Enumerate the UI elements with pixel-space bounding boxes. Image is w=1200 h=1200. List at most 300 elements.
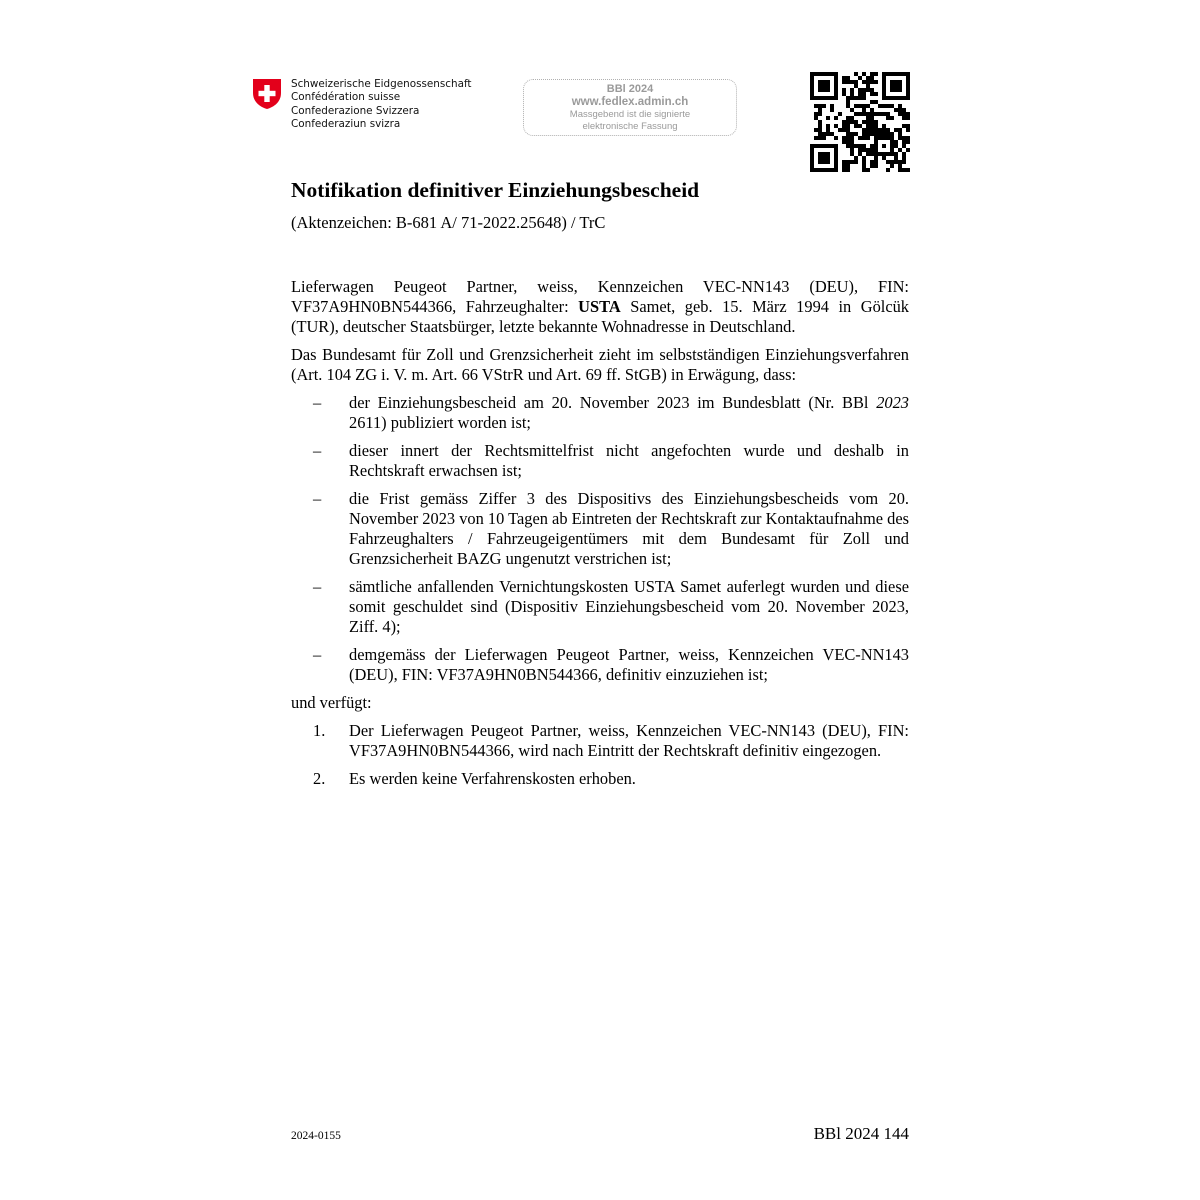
qr-module: [810, 148, 814, 152]
qr-module: [814, 144, 818, 148]
qr-module: [854, 96, 858, 100]
qr-module: [870, 160, 874, 164]
qr-module: [894, 156, 898, 160]
qr-module: [822, 96, 826, 100]
qr-module: [834, 156, 838, 160]
qr-module: [902, 156, 906, 160]
qr-module: [890, 132, 894, 136]
qr-module: [890, 160, 894, 164]
qr-module: [854, 104, 858, 108]
qr-module: [822, 160, 826, 164]
qr-module: [822, 144, 826, 148]
qr-module: [882, 144, 886, 148]
qr-module: [886, 72, 890, 76]
qr-module: [894, 96, 898, 100]
holder-surname: USTA: [578, 297, 621, 316]
qr-module: [846, 140, 850, 144]
list-item: [291, 441, 909, 481]
qr-module: [894, 80, 898, 84]
qr-module: [870, 88, 874, 92]
qr-module: [890, 84, 894, 88]
qr-module: [870, 112, 874, 116]
qr-module: [894, 152, 898, 156]
qr-module: [862, 88, 866, 92]
qr-module: [810, 72, 814, 76]
qr-module: [842, 160, 846, 164]
qr-module: [874, 164, 878, 168]
qr-module: [814, 128, 818, 132]
qr-module: [898, 132, 902, 136]
qr-module: [822, 84, 826, 88]
qr-module: [818, 120, 822, 124]
qr-module: [870, 72, 874, 76]
item1-text-2: 2611) publiziert worden ist;: [349, 413, 531, 432]
qr-module: [878, 132, 882, 136]
qr-module: [862, 104, 866, 108]
qr-module: [834, 160, 838, 164]
qr-module: [866, 116, 870, 120]
qr-module: [874, 92, 878, 96]
qr-module: [814, 96, 818, 100]
qr-module: [886, 152, 890, 156]
qr-module: [810, 168, 814, 172]
qr-module: [878, 152, 882, 156]
qr-module: [810, 96, 814, 100]
qr-module: [894, 84, 898, 88]
qr-module: [810, 76, 814, 80]
intro-text-2: Samet, geb. 15. März 1994 in Gölcük (TUR), deutscher Staatsbürger, letzte bekannte Wohnadresse in Deutschland.: [291, 297, 909, 336]
qr-module: [882, 88, 886, 92]
qr-module: [874, 140, 878, 144]
qr-module: [814, 116, 818, 120]
qr-module: [866, 88, 870, 92]
qr-module: [898, 108, 902, 112]
qr-module: [826, 124, 830, 128]
qr-module: [814, 168, 818, 172]
qr-module: [866, 132, 870, 136]
swiss-coat-of-arms-icon: [252, 78, 282, 110]
qr-module: [818, 144, 822, 148]
qr-module: [826, 168, 830, 172]
qr-module: [846, 128, 850, 132]
qr-module: [858, 96, 862, 100]
item2-text: dieser innert der Rechtsmittelfrist nicht angefochten wurde und deshalb in Rechtskraft erwachsen ist;: [349, 441, 909, 480]
qr-module: [890, 136, 894, 140]
qr-module: [862, 136, 866, 140]
qr-module: [862, 168, 866, 172]
qr-module: [834, 76, 838, 80]
qr-code-icon: [810, 72, 910, 172]
qr-module: [874, 144, 878, 148]
qr-module: [866, 168, 870, 172]
qr-module: [902, 112, 906, 116]
qr-module: [862, 156, 866, 160]
qr-module: [822, 72, 826, 76]
qr-module: [874, 128, 878, 132]
qr-module: [906, 96, 910, 100]
qr-module: [898, 148, 902, 152]
org-line-it: Confederazione Svizzera: [291, 104, 420, 117]
qr-module: [850, 108, 854, 112]
publication-stamp: [523, 79, 737, 136]
qr-module: [890, 80, 894, 84]
qr-module: [862, 128, 866, 132]
qr-module: [830, 72, 834, 76]
qr-module: [858, 104, 862, 108]
qr-module: [818, 112, 822, 116]
qr-module: [834, 80, 838, 84]
qr-module: [822, 132, 826, 136]
qr-module: [898, 160, 902, 164]
qr-module: [854, 112, 858, 116]
qr-module: [826, 116, 830, 120]
qr-module: [830, 144, 834, 148]
qr-module: [838, 128, 842, 132]
qr-module: [826, 96, 830, 100]
qr-module: [878, 128, 882, 132]
item4-text: sämtliche anfallenden Vernichtungskosten USTA Samet auferlegt wurden und diese somit geschuldet sind (Dispositiv Einziehungsbescheid vom 20. November 2023, Ziff. 4);: [349, 577, 909, 636]
qr-module: [870, 116, 874, 120]
qr-module: [898, 136, 902, 140]
stamp-note-1: Massgebend ist die signierte: [569, 109, 691, 120]
qr-module: [862, 144, 866, 148]
qr-module: [906, 168, 910, 172]
qr-module: [834, 116, 838, 120]
list-item: [291, 769, 909, 789]
qr-module: [810, 92, 814, 96]
qr-module: [906, 140, 910, 144]
qr-module: [818, 136, 822, 140]
qr-module: [894, 160, 898, 164]
decrees-list: [291, 721, 909, 789]
qr-module: [870, 100, 874, 104]
qr-module: [826, 144, 830, 148]
qr-module: [834, 88, 838, 92]
qr-module: [902, 168, 906, 172]
qr-module: [818, 128, 822, 132]
qr-module: [878, 112, 882, 116]
qr-module: [886, 116, 890, 120]
qr-module: [890, 104, 894, 108]
qr-module: [898, 80, 902, 84]
federal-administration-name: [291, 78, 472, 131]
qr-module: [834, 148, 838, 152]
qr-module: [846, 144, 850, 148]
qr-module: [862, 108, 866, 112]
qr-module: [898, 84, 902, 88]
qr-module: [846, 116, 850, 120]
qr-module: [830, 132, 834, 136]
item3-text: die Frist gemäss Ziffer 3 des Dispositivs des Einziehungsbescheids vom 20. November 2023 von 10 Tagen ab Eintreten der Rechtskraft zur Kontaktaufnahme des Fahrzeughalters / Fahrzeugeigentümers mit dem Bundesamt für Zoll und Grenzsicherheit BAZG ungenutzt verstrichen ist;: [349, 489, 909, 568]
qr-module: [834, 136, 838, 140]
qr-module: [814, 112, 818, 116]
qr-module: [842, 140, 846, 144]
qr-module: [882, 112, 886, 116]
qr-module: [818, 96, 822, 100]
qr-module: [810, 156, 814, 160]
qr-module: [874, 156, 878, 160]
qr-module: [842, 76, 846, 80]
qr-module: [906, 80, 910, 84]
qr-module: [846, 100, 850, 104]
qr-module: [882, 136, 886, 140]
list-item: [291, 577, 909, 637]
dash-marker: –: [313, 489, 322, 508]
qr-module: [826, 128, 830, 132]
qr-module: [850, 116, 854, 120]
qr-module: [818, 168, 822, 172]
qr-module: [826, 132, 830, 136]
qr-module: [830, 96, 834, 100]
qr-module: [894, 72, 898, 76]
qr-module: [882, 96, 886, 100]
qr-module: [810, 80, 814, 84]
qr-module: [874, 132, 878, 136]
qr-module: [818, 88, 822, 92]
qr-module: [834, 152, 838, 156]
qr-module: [854, 84, 858, 88]
qr-module: [822, 104, 826, 108]
qr-module: [890, 96, 894, 100]
qr-module: [818, 152, 822, 156]
list-item: [291, 393, 909, 433]
qr-module: [890, 144, 894, 148]
qr-module: [882, 156, 886, 160]
qr-module: [890, 116, 894, 120]
qr-module: [886, 132, 890, 136]
qr-module: [846, 76, 850, 80]
qr-module: [866, 112, 870, 116]
decree-number: 1.: [313, 721, 326, 740]
qr-module: [842, 168, 846, 172]
qr-module: [862, 80, 866, 84]
qr-module: [882, 76, 886, 80]
document-body: [291, 277, 909, 797]
qr-module: [874, 136, 878, 140]
qr-module: [814, 72, 818, 76]
qr-module: [886, 168, 890, 172]
stamp-note-2: elektronische Fassung: [582, 120, 678, 132]
qr-module: [906, 72, 910, 76]
decrees-intro: und verfügt:: [291, 693, 372, 712]
qr-module: [862, 120, 866, 124]
qr-module: [846, 120, 850, 124]
qr-module: [858, 76, 862, 80]
qr-module: [842, 92, 846, 96]
qr-module: [866, 120, 870, 124]
qr-module: [906, 116, 910, 120]
dash-marker: –: [313, 393, 322, 412]
qr-module: [902, 72, 906, 76]
federal-gazette-reference: BBl 2024 144: [813, 1124, 909, 1143]
qr-module: [842, 136, 846, 140]
qr-module: [866, 84, 870, 88]
qr-module: [834, 168, 838, 172]
qr-module: [846, 104, 850, 108]
qr-module: [814, 104, 818, 108]
org-line-rm: Confederaziun svizra: [291, 117, 401, 130]
qr-module: [886, 104, 890, 108]
qr-module: [818, 160, 822, 164]
decree-number: 2.: [313, 769, 326, 788]
qr-module: [834, 84, 838, 88]
qr-module: [850, 148, 854, 152]
qr-module: [906, 136, 910, 140]
qr-module: [874, 100, 878, 104]
qr-module: [890, 164, 894, 168]
qr-module: [898, 112, 902, 116]
qr-module: [862, 132, 866, 136]
qr-module: [886, 136, 890, 140]
list-item: [291, 645, 909, 685]
qr-module: [898, 128, 902, 132]
qr-module: [898, 72, 902, 76]
qr-module: [886, 128, 890, 132]
qr-module: [858, 112, 862, 116]
qr-module: [866, 136, 870, 140]
qr-module: [822, 152, 826, 156]
qr-module: [866, 148, 870, 152]
qr-module: [878, 104, 882, 108]
qr-module: [902, 144, 906, 148]
qr-module: [826, 156, 830, 160]
qr-module: [838, 112, 842, 116]
qr-module: [834, 96, 838, 100]
qr-module: [810, 84, 814, 88]
qr-module: [870, 124, 874, 128]
qr-module: [850, 92, 854, 96]
qr-module: [890, 140, 894, 144]
qr-module: [850, 96, 854, 100]
qr-module: [874, 160, 878, 164]
qr-module: [822, 88, 826, 92]
qr-module: [870, 144, 874, 148]
qr-module: [858, 152, 862, 156]
qr-module: [858, 148, 862, 152]
qr-module: [894, 108, 898, 112]
qr-module: [854, 80, 858, 84]
qr-module: [830, 108, 834, 112]
qr-module: [810, 152, 814, 156]
document-number: 2024-0155: [291, 1130, 341, 1142]
qr-module: [902, 160, 906, 164]
qr-module: [882, 124, 886, 128]
qr-module: [906, 84, 910, 88]
stamp-issue: BBl 2024: [606, 83, 654, 95]
qr-module: [882, 72, 886, 76]
qr-module: [902, 124, 906, 128]
qr-module: [834, 164, 838, 168]
document-title: Notifikation definitiver Einziehungsbescheid: [291, 178, 700, 202]
qr-module: [858, 136, 862, 140]
qr-module: [902, 152, 906, 156]
qr-module: [862, 72, 866, 76]
qr-module: [890, 148, 894, 152]
considering-paragraph: Das Bundesamt für Zoll und Grenzsicherheit zieht im selbstständigen Einziehungsverfahren (Art. 104 ZG i. V. m. Art. 66 VStrR und Art. 69 ff. StGB) in Erwägung, dass:: [291, 345, 909, 384]
qr-module: [850, 140, 854, 144]
qr-module: [886, 112, 890, 116]
qr-module: [830, 168, 834, 172]
item1-text-1: der Einziehungsbescheid am 20. November 2023 im Bundesblatt (Nr. BBl: [349, 393, 877, 412]
qr-module: [858, 88, 862, 92]
qr-module: [842, 124, 846, 128]
qr-module: [854, 160, 858, 164]
qr-module: [906, 76, 910, 80]
qr-module: [882, 80, 886, 84]
qr-module: [818, 80, 822, 84]
qr-module: [862, 164, 866, 168]
qr-module: [818, 72, 822, 76]
qr-module: [898, 96, 902, 100]
qr-module: [874, 72, 878, 76]
qr-module: [862, 148, 866, 152]
qr-module: [870, 164, 874, 168]
qr-module: [890, 72, 894, 76]
qr-module: [854, 72, 858, 76]
qr-module: [870, 108, 874, 112]
qr-module: [826, 84, 830, 88]
qr-module: [862, 112, 866, 116]
qr-module: [842, 128, 846, 132]
qr-module: [902, 96, 906, 100]
qr-module: [818, 124, 822, 128]
qr-module: [874, 152, 878, 156]
qr-module: [882, 84, 886, 88]
qr-module: [854, 156, 858, 160]
qr-module: [854, 132, 858, 136]
qr-module: [866, 80, 870, 84]
qr-module: [826, 160, 830, 164]
qr-module: [862, 92, 866, 96]
qr-module: [858, 92, 862, 96]
qr-module: [898, 104, 902, 108]
intro-text-1: Lieferwagen Peugeot Partner, weiss, Kennzeichen VEC-NN143 (DEU), FIN: VF37A9HN0BN544366, Fahrzeughalter:: [291, 277, 909, 316]
qr-module: [818, 156, 822, 160]
qr-module: [866, 104, 870, 108]
qr-module: [886, 160, 890, 164]
qr-module: [834, 144, 838, 148]
qr-module: [846, 136, 850, 140]
qr-module: [870, 148, 874, 152]
qr-module: [842, 88, 846, 92]
qr-module: [810, 88, 814, 92]
qr-module: [850, 144, 854, 148]
file-reference: (Aktenzeichen: B-681 A/ 71-2022.25648) / TrC: [291, 213, 606, 232]
qr-module: [870, 132, 874, 136]
qr-module: [898, 164, 902, 168]
list-item: [291, 721, 909, 761]
qr-module: [810, 160, 814, 164]
qr-module: [846, 160, 850, 164]
qr-module: [906, 112, 910, 116]
dash-marker: –: [313, 577, 322, 596]
qr-module: [826, 80, 830, 84]
qr-module: [862, 160, 866, 164]
qr-module: [850, 160, 854, 164]
qr-module: [874, 120, 878, 124]
qr-module: [894, 128, 898, 132]
qr-module: [870, 120, 874, 124]
org-line-fr: Confédération suisse: [291, 91, 401, 104]
org-line-de: Schweizerische Eidgenossenschaft: [291, 78, 472, 90]
qr-module: [870, 80, 874, 84]
qr-module: [850, 136, 854, 140]
qr-module: [846, 164, 850, 168]
considerations-list: [291, 393, 909, 685]
qr-module: [822, 136, 826, 140]
qr-module: [870, 92, 874, 96]
qr-module: [826, 72, 830, 76]
